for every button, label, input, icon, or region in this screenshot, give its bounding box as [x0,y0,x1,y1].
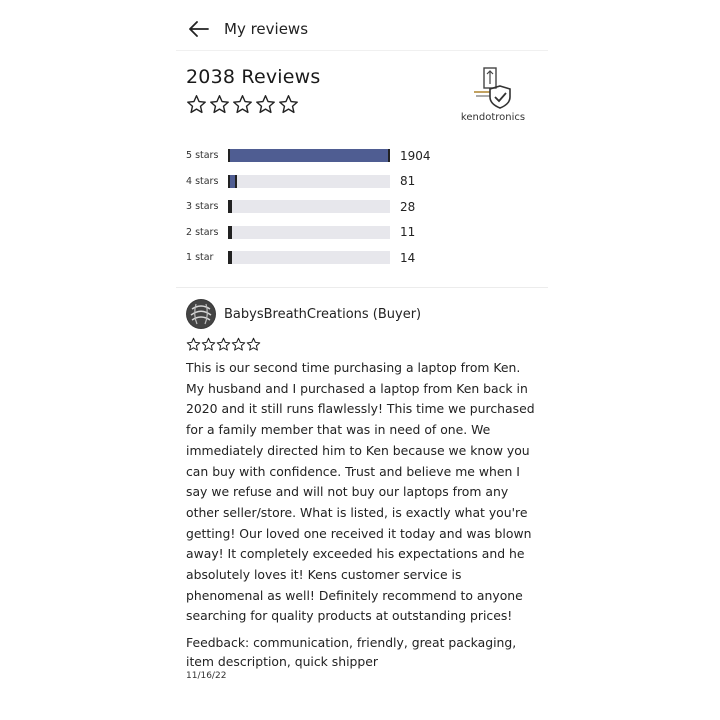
review-text: This is our second time purchasing a laptop from Ken. My husband and I purchased a laptop from Ken back in 2020 and it still runs flawlessly! This time we purchased for a family member that was in need of one. We immediately directed him to Ken because we know you can buy with confidence. Trust and believe me when I say we refuse and will not buy our laptops from any other seller/store. What is listed, is exactly what you're getting! Our loved one received it today and was blown away! It completely exceeded his expectations and he absolutely loves it! Kens customer service is phenomenal as well! Definitely recommend to anyone searching for quality products at outstanding prices! [186,360,535,624]
distribution-count: 28 [400,199,416,214]
header-divider [176,50,548,51]
distribution-label: 1 star [186,252,214,264]
star-icon [278,94,299,115]
star-icon [209,94,230,115]
distribution-label: 3 stars [186,201,219,213]
distribution-bar-track [228,200,390,213]
arrow-left-icon [189,21,209,37]
distribution-row-1 [186,245,456,271]
review-feedback: Feedback: communication, friendly, great packaging, item description, quick shipper [186,635,517,670]
rating-distribution [186,143,456,271]
avatar[interactable] [186,299,216,329]
reviewer-name[interactable]: BabysBreathCreations (Buyer) [224,306,422,322]
distribution-bar-fill [230,175,237,188]
review-card [186,299,536,681]
distribution-row-5 [186,143,456,169]
distribution-count: 11 [400,225,416,240]
distribution-bar-track [228,149,390,162]
store-name: kendotronics [460,112,526,123]
distribution-bar-fill [230,200,232,213]
avatar-pattern-icon [186,299,216,329]
distribution-row-3 [186,194,456,220]
distribution-bar-track [228,251,390,264]
distribution-label: 5 stars [186,150,219,162]
star-icon [246,337,261,352]
distribution-bar-fill [230,226,232,239]
distribution-bar-track [228,226,390,239]
review-rating-stars [186,337,536,352]
star-icon [186,337,201,352]
distribution-bar-fill [230,251,232,264]
star-icon [255,94,276,115]
star-icon [201,337,216,352]
distribution-label: 2 stars [186,226,219,238]
review-date: 11/16/22 [186,671,227,682]
star-icon [231,337,246,352]
distribution-count: 1904 [400,148,431,163]
rating-summary [186,66,542,123]
store-badge[interactable] [452,66,534,123]
distribution-row-2 [186,220,456,246]
top-bar [186,12,548,46]
distribution-bar-fill [230,149,390,162]
back-button[interactable] [186,16,212,42]
reviewer-row[interactable] [186,299,536,329]
store-logo-icon [470,66,516,110]
star-icon [186,94,207,115]
distribution-count: 81 [400,174,416,189]
distribution-count: 14 [400,250,416,265]
distribution-bar-track [228,175,390,188]
review-count: 2038 Reviews [186,66,321,88]
star-icon [216,337,231,352]
distribution-label: 4 stars [186,175,219,187]
section-divider [176,287,548,288]
page-title: My reviews [224,20,309,38]
star-icon [232,94,253,115]
distribution-row-4 [186,169,456,195]
